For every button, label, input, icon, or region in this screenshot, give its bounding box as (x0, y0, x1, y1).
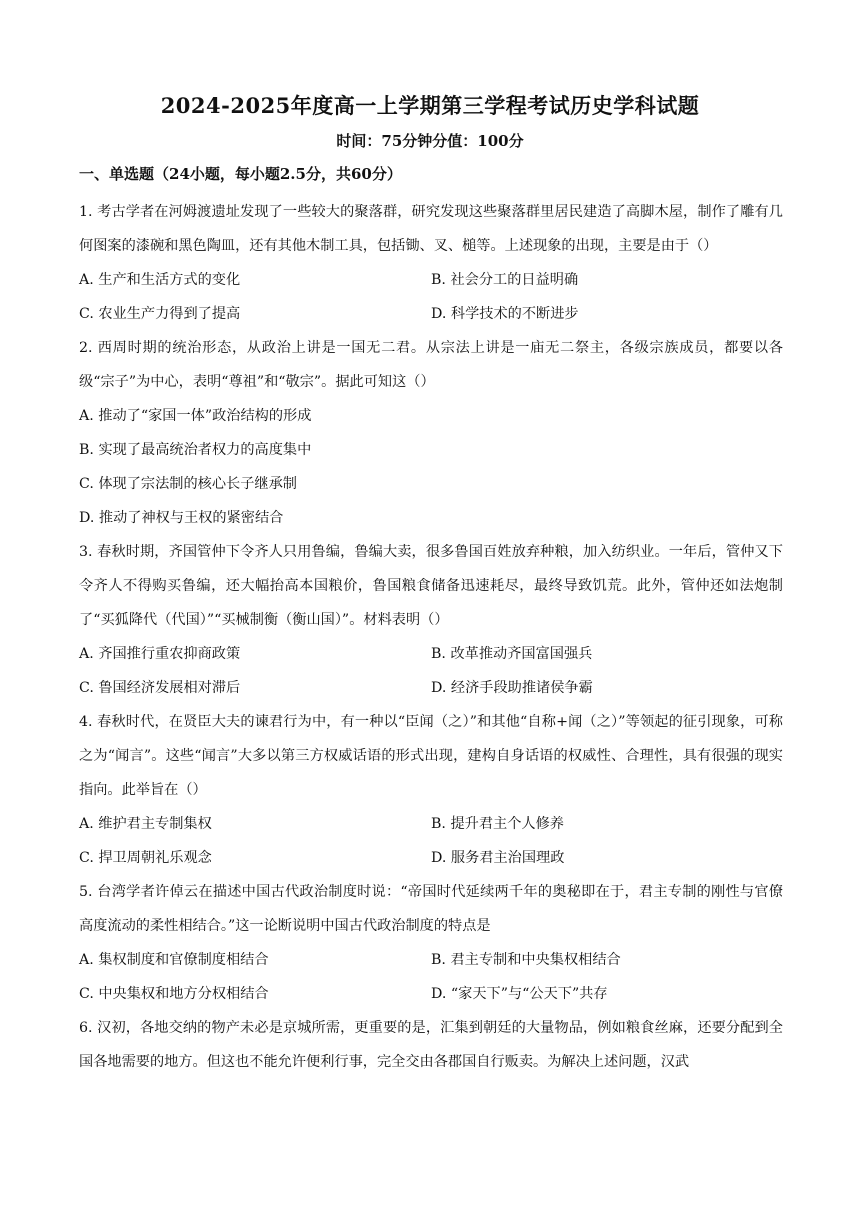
option-1b: B. 社会分工的日益明确 (431, 272, 579, 288)
option-4d: D. 服务君主治国理政 (431, 850, 565, 866)
option-5b: B. 君主专制和中央集权相结合 (431, 952, 621, 968)
options-3 (79, 637, 783, 705)
option-3a: A. 齐国推行重农抑商政策 (79, 646, 241, 662)
option-4a: A. 维护君主专制集权 (79, 816, 212, 832)
option-1d: D. 科学技术的不断进步 (431, 306, 579, 322)
option-4b: B. 提升君主个人修养 (431, 816, 564, 832)
options-1 (79, 263, 783, 331)
option-3c: C. 鲁国经济发展相对滞后 (79, 680, 241, 696)
option-4c: C. 捍卫周朝礼乐观念 (79, 850, 212, 866)
option-2c: C. 体现了宗法制的核心长子继承制 (79, 476, 297, 492)
option-2d: D. 推动了神权与王权的紧密结合 (79, 510, 284, 526)
options-4 (79, 807, 783, 875)
page-title: 2024-2025年度高一上学期第三学程考试历史学科试题 (160, 93, 700, 118)
exam-time-score: 时间：75分钟分值：100分 (336, 132, 524, 150)
question-stem-3: 3. 春秋时期，齐国管仲下令齐人只用鲁编，鲁编大卖，很多鲁国百姓放弃种粮，加入纺织业。一年后，管仲又下令齐人不得购买鲁编，还大幅抬高本国粮价，鲁国粮食储备迅速耗尽，最终导致饥荒。此外，管仲还如法炮制了“买狐降代（代国）”“买械制衡（衡山国）”。材料表明（） (79, 544, 783, 628)
option-1a: A. 生产和生活方式的变化 (79, 272, 241, 288)
option-5d: D. “家天下”与“公天下”共存 (431, 986, 608, 1002)
option-5c: C. 中央集权和地方分权相结合 (79, 986, 269, 1002)
options-2 (79, 399, 783, 535)
option-5a: A. 集权制度和官僚制度相结合 (79, 952, 269, 968)
question-list (79, 195, 783, 1079)
question-stem-4: 4. 春秋时代，在贤臣大夫的谏君行为中，有一种以“臣闻（之）”和其他“自称+闻（之）”等领起的征引现象，可称之为“闻言”。这些“闻言”大多以第三方权威话语的形式出现，建构自身话语的权威性、合理性，具有很强的现实指向。此举旨在（） (79, 714, 783, 798)
option-2b: B. 实现了最高统治者权力的高度集中 (79, 442, 312, 458)
options-5 (79, 943, 783, 1011)
question-stem-2: 2. 西周时期的统治形态，从政治上讲是一国无二君。从宗法上讲是一庙无二祭主，各级宗族成员，都要以各级“宗子”为中心，表明“尊祖”和“敬宗”。据此可知这（） (79, 340, 783, 390)
question-stem-6: 6. 汉初，各地交纳的物产未必是京城所需，更重要的是，汇集到朝廷的大量物品，例如粮食丝麻，还要分配到全国各地需要的地方。但这也不能允许便利行事，完全交由各郡国自行贩卖。为解决上述问题，汉武 (79, 1020, 783, 1070)
section-heading: 一、单选题（24小题，每小题2.5分，共60分） (79, 165, 402, 183)
question-stem-1: 1. 考古学者在河姆渡遗址发现了一些较大的聚落群，研究发现这些聚落群里居民建造了高脚木屋，制作了雕有几何图案的漆碗和黑色陶皿，还有其他木制工具，包括锄、叉、槌等。上述现象的出现，主要是由于（） (79, 204, 783, 254)
option-3b: B. 改革推动齐国富国强兵 (431, 646, 593, 662)
option-3d: D. 经济手段助推诸侯争霸 (431, 680, 593, 696)
question-stem-5: 5. 台湾学者许倬云在描述中国古代政治制度时说：“帝国时代延续两千年的奥秘即在于，君主专制的刚性与官僚高度流动的柔性相结合。”这一论断说明中国古代政治制度的特点是 (79, 884, 783, 934)
option-2a: A. 推动了“家国一体”政治结构的形成 (79, 408, 312, 424)
option-1c: C. 农业生产力得到了提高 (79, 306, 241, 322)
